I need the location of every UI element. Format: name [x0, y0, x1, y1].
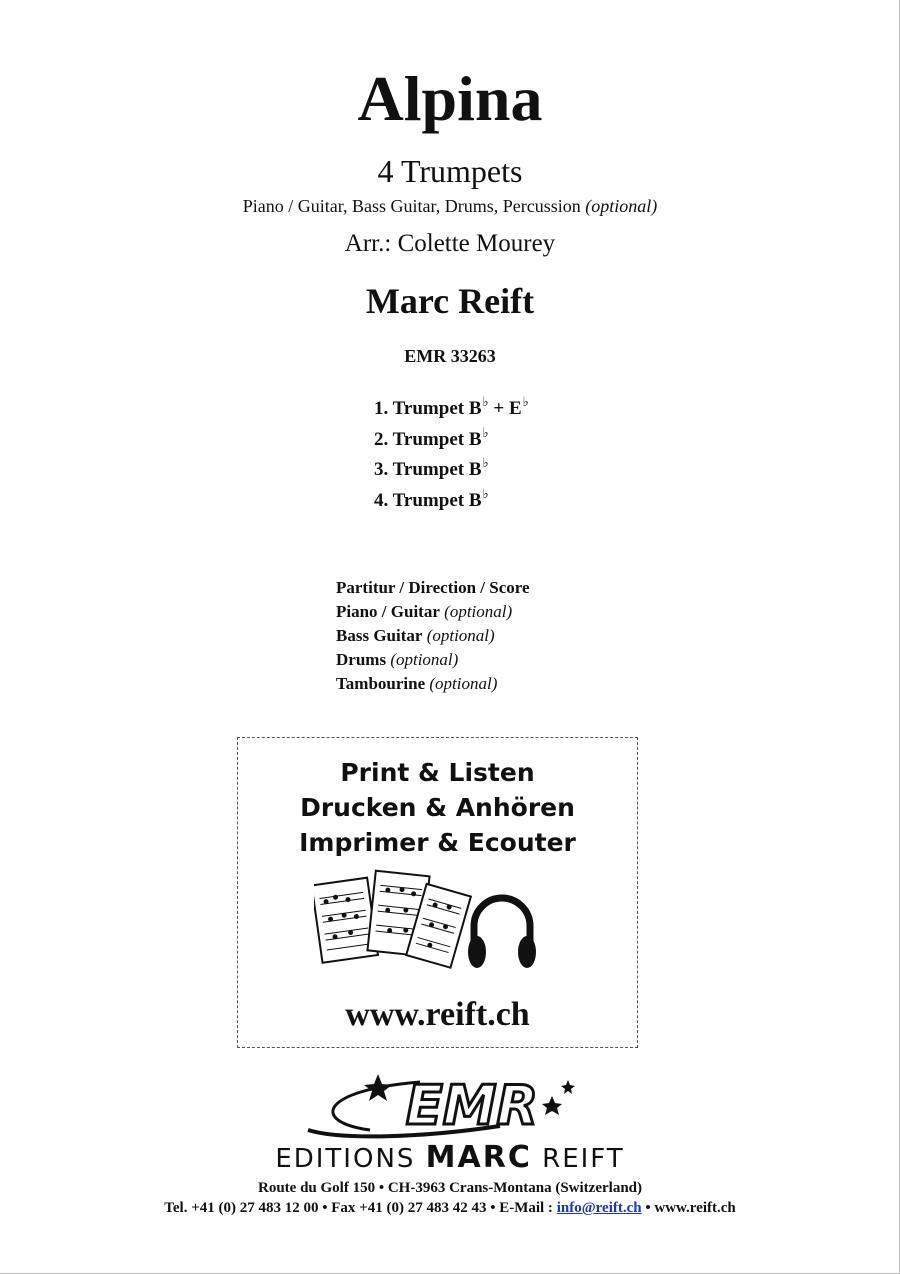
flat-icon: ♭ — [522, 394, 529, 409]
print-listen-box — [237, 737, 638, 1048]
publisher-brand: EDITIONS MARC REIFT — [275, 1140, 625, 1175]
emr-logo — [300, 1070, 600, 1142]
publisher-address: Route du Golf 150 • CH-3963 Crans-Montana (Switzerland) — [258, 1180, 642, 1196]
score-item: Drums (optional) — [336, 650, 459, 669]
logo-text: EMR — [405, 1074, 539, 1137]
composer: Marc Reift — [365, 281, 535, 321]
part-item: 2. Trumpet B♭ — [374, 424, 489, 450]
promo-line-french: Imprimer & Ecouter — [299, 828, 576, 857]
flat-icon: ♭ — [482, 424, 489, 440]
accompaniment-line — [0, 196, 900, 217]
email-link[interactable]: info@reift.ch — [556, 1200, 642, 1216]
flat-icon: ♭ — [482, 394, 489, 409]
score-list — [336, 576, 530, 696]
score-item: Partitur / Direction / Score — [336, 578, 530, 597]
promo-line-english: Print & Listen — [340, 758, 535, 787]
promo-url[interactable]: www.reift.ch — [345, 996, 530, 1033]
flat-icon: ♭ — [482, 455, 489, 470]
page-title: Alpina — [357, 63, 543, 134]
part-item: 4. Trumpet B♭ — [374, 485, 489, 511]
arranger: Arr.: Colette Mourey — [344, 230, 556, 257]
promo-artwork — [314, 868, 544, 983]
part-item: 1. Trumpet B♭ + E♭ — [374, 394, 529, 419]
promo-line-german: Drucken & Anhören — [300, 793, 575, 822]
score-item: Bass Guitar (optional) — [336, 626, 495, 645]
catalog-number: EMR 33263 — [404, 346, 496, 366]
sheet-music-icon — [314, 871, 471, 968]
accompaniment-instruments: Piano / Guitar, Bass Guitar, Drums, Percussion — [242, 196, 581, 216]
part-item: 3. Trumpet B♭ — [374, 455, 489, 480]
score-item: Tambourine (optional) — [336, 674, 498, 693]
score-item: Piano / Guitar (optional) — [336, 602, 513, 621]
ensemble-subtitle: 4 Trumpets — [377, 153, 523, 189]
accompaniment-optional: (optional) — [585, 196, 658, 216]
headphones-icon — [468, 898, 536, 968]
parts-list — [374, 394, 529, 520]
publisher-contact: Tel. +41 (0) 27 483 12 00 • Fax +41 (0) 27 483 42 43 • E-Mail : info@reift.ch • www.reift.ch — [164, 1200, 736, 1216]
flat-icon: ♭ — [482, 485, 489, 501]
